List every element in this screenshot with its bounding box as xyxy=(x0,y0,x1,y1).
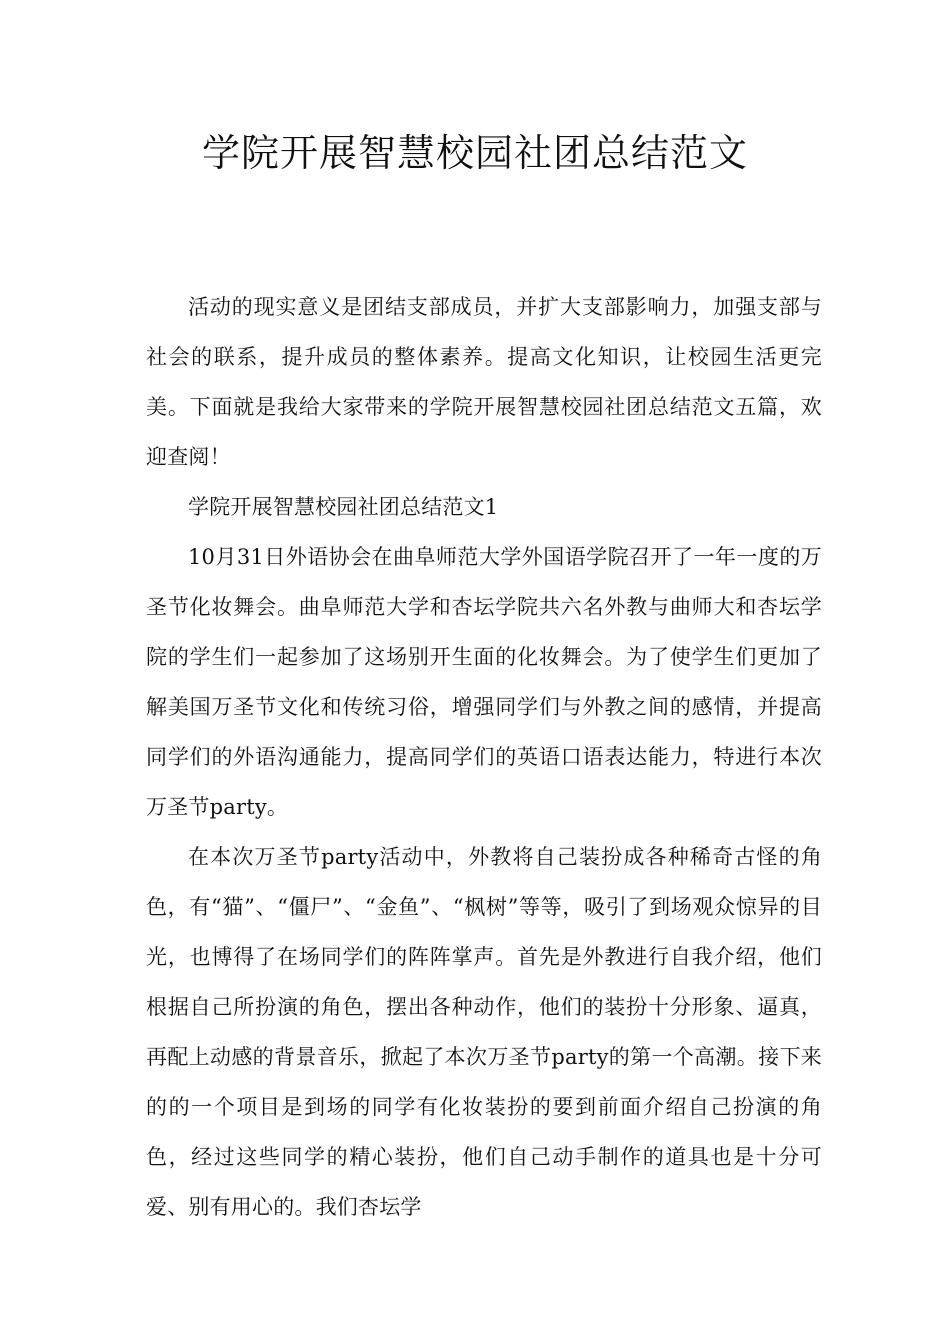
body-paragraph: 10月31日外语协会在曲阜师范大学外国语学院召开了一年一度的万圣节化妆舞会。曲阜师范大学和杏坛学院共六名外教与曲师大和杏坛学院的学生们一起参加了这场别开生面的化妆舞会。为了使学生们更加了解美国万圣节文化和传统习俗，增强同学们与外教之间的感情，并提高同学们的外语沟通能力，提高同学们的英语口语表达能力，特进行本次万圣节party。 xyxy=(146,545,822,819)
section-heading: 学院开展智慧校园社团总结范文1 xyxy=(188,495,499,519)
body-paragraph: 在本次万圣节party活动中，外教将自己装扮成各种稀奇古怪的角色，有“猫”、“僵尸”、“金鱼”、“枫树”等等，吸引了到场观众惊异的目光，也博得了在场同学们的阵阵掌声。首先是外教进行自我介绍，他们根据自己所扮演的角色，摆出各种动作，他们的装扮十分形象、逼真，再配上动感的背景音乐，掀起了本次万圣节party的第一个高潮。接下来的的一个项目是到场的同学有化妆装扮的要到前面介绍自己扮演的角色，经过这些同学的精心装扮，他们自己动手制作的道具也是十分可爱、别有用心的。我们杏坛学 xyxy=(146,845,822,1219)
document-title: 学院开展智慧校园社团总结范文 xyxy=(201,131,748,175)
document-body xyxy=(146,282,822,1232)
intro-paragraph: 活动的现实意义是团结支部成员，并扩大支部影响力，加强支部与社会的联系，提升成员的整体素养。提高文化知识，让校园生活更完美。下面就是我给大家带来的学院开展智慧校园社团总结范文五篇，欢迎查阅！ xyxy=(146,295,822,469)
